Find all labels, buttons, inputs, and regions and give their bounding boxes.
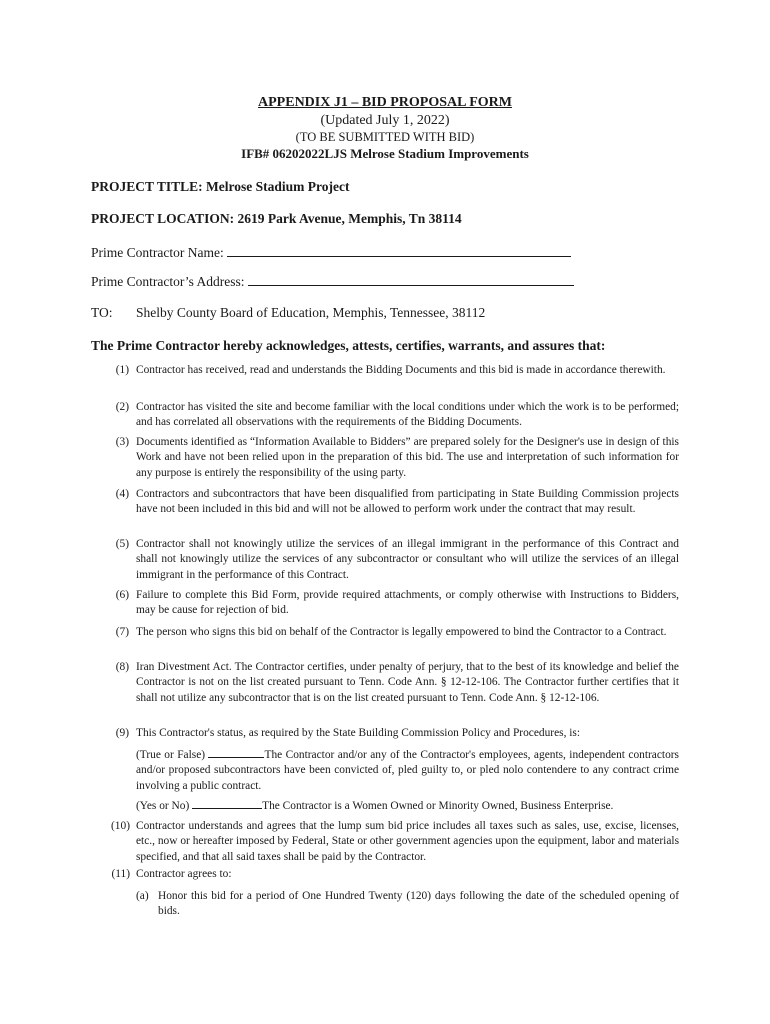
form-title: APPENDIX J1 – BID PROPOSAL FORM [258, 95, 512, 110]
ifb-number: IFB# 06202022LJS Melrose Stadium Improvements [241, 146, 529, 161]
intro-statement: The Prime Contractor hereby acknowledges, attests, certifies, warrants, and assures that: [91, 338, 606, 353]
item-number: (8) [115, 661, 129, 673]
item-text: Contractor shall not knowingly utilize the services of an illegal immigrant in the performance of this Contract and shall not knowingly utilize the services of any subcontractor or consultant who will utilize the services of an illegal immigrant in the performance of this Contract. [136, 538, 679, 581]
contractor-name-field[interactable] [227, 244, 571, 257]
project-location: PROJECT LOCATION: 2619 Park Avenue, Memphis, Tn 38114 [91, 211, 462, 226]
contractor-name-row [91, 244, 571, 261]
yes-no-field[interactable] [192, 797, 262, 809]
item-number: (7) [115, 626, 129, 638]
updated-date: (Updated July 1, 2022) [320, 113, 450, 128]
contractor-address-row [91, 273, 574, 290]
item-text: This Contractor's status, as required by the State Building Commission Policy and Procedures, is: [136, 727, 581, 739]
to-recipient: Shelby County Board of Education, Memphis, Tennessee, 38112 [136, 305, 486, 320]
item-text: Contractors and subcontractors that have been disqualified from participating in State Building Commission projects have not been included in this bid and will not be allowed to perform work under the contract that may result. [136, 488, 679, 516]
true-false-label: (True or False) [136, 749, 206, 761]
item-number: (9) [115, 727, 129, 739]
true-false-text: The Contractor and/or any of the Contractor's employees, agents, independent contractors and/or proposed subcontractors have been convicted of, pled guilty to, or pled nolo contendere to any contract crime involving a public contract. [136, 749, 679, 792]
item-number: (4) [115, 488, 129, 500]
item-text: Contractor agrees to: [136, 868, 232, 880]
item-text: Contractor understands and agrees that the lump sum bid price includes all taxes such as sales, use, excise, licenses, etc., now or hereafter imposed by Federal, State or other government agencies upon the equipment, labor and materials specified, and that all said taxes shall be paid by the Contractor. [136, 820, 679, 863]
true-false-statement [136, 746, 679, 794]
item-text: Iran Divestment Act. The Contractor certifies, under penalty of perjury, that to the best of its knowledge and belief the Contractor is not on the list created pursuant to Tenn. Code Ann. § 12-12-106. The Contractor further certifies that it shall not utilize any subcontractor that is on the list created pursuant to Tenn. Code Ann. § 12-12-106. [136, 661, 679, 704]
project-title: PROJECT TITLE: Melrose Stadium Project [91, 179, 350, 194]
contractor-address-label: Prime Contractor’s Address: [91, 274, 245, 289]
contractor-address-field[interactable] [248, 273, 574, 286]
item-text: Contractor has visited the site and become familiar with the local conditions under which the work is to be performed; and has correlated all observations with the requirements of the Bidding Documents. [136, 401, 679, 429]
sub-item-text: Honor this bid for a period of One Hundred Twenty (120) days following the date of the scheduled opening of bids. [158, 890, 679, 918]
true-false-field[interactable] [208, 746, 264, 758]
item-text: Documents identified as “Information Available to Bidders” are prepared solely for the Designer's use in design of this Work and have not been relied upon in the preparation of this bid. The use and interpretation of such information for any purpose is entirely the responsibility of the using party. [136, 436, 679, 479]
submission-note: (TO BE SUBMITTED WITH BID) [295, 130, 475, 144]
yes-no-text: The Contractor is a Women Owned or Minority Owned, Business Enterprise. [262, 800, 614, 812]
item-text: Failure to complete this Bid Form, provide required attachments, or comply otherwise with Instructions to Bidders, may be cause for rejection of bid. [136, 589, 679, 617]
to-label: TO: [91, 305, 113, 320]
item-number: (10) [111, 820, 130, 832]
item-number: (1) [115, 364, 129, 376]
item-number: (2) [115, 401, 129, 413]
item-text: The person who signs this bid on behalf of the Contractor is legally empowered to bind the Contractor to a Contract. [136, 626, 667, 638]
item-text: Contractor has received, read and understands the Bidding Documents and this bid is made in accordance therewith. [136, 364, 666, 376]
sub-item-label: (a) [136, 890, 149, 902]
item-number: (11) [111, 868, 130, 880]
yes-no-statement [136, 797, 679, 814]
contractor-name-label: Prime Contractor Name: [91, 245, 224, 260]
item-number: (3) [115, 436, 129, 448]
item-number: (5) [115, 538, 129, 550]
yes-no-label: (Yes or No) [136, 800, 190, 812]
item-number: (6) [115, 589, 129, 601]
